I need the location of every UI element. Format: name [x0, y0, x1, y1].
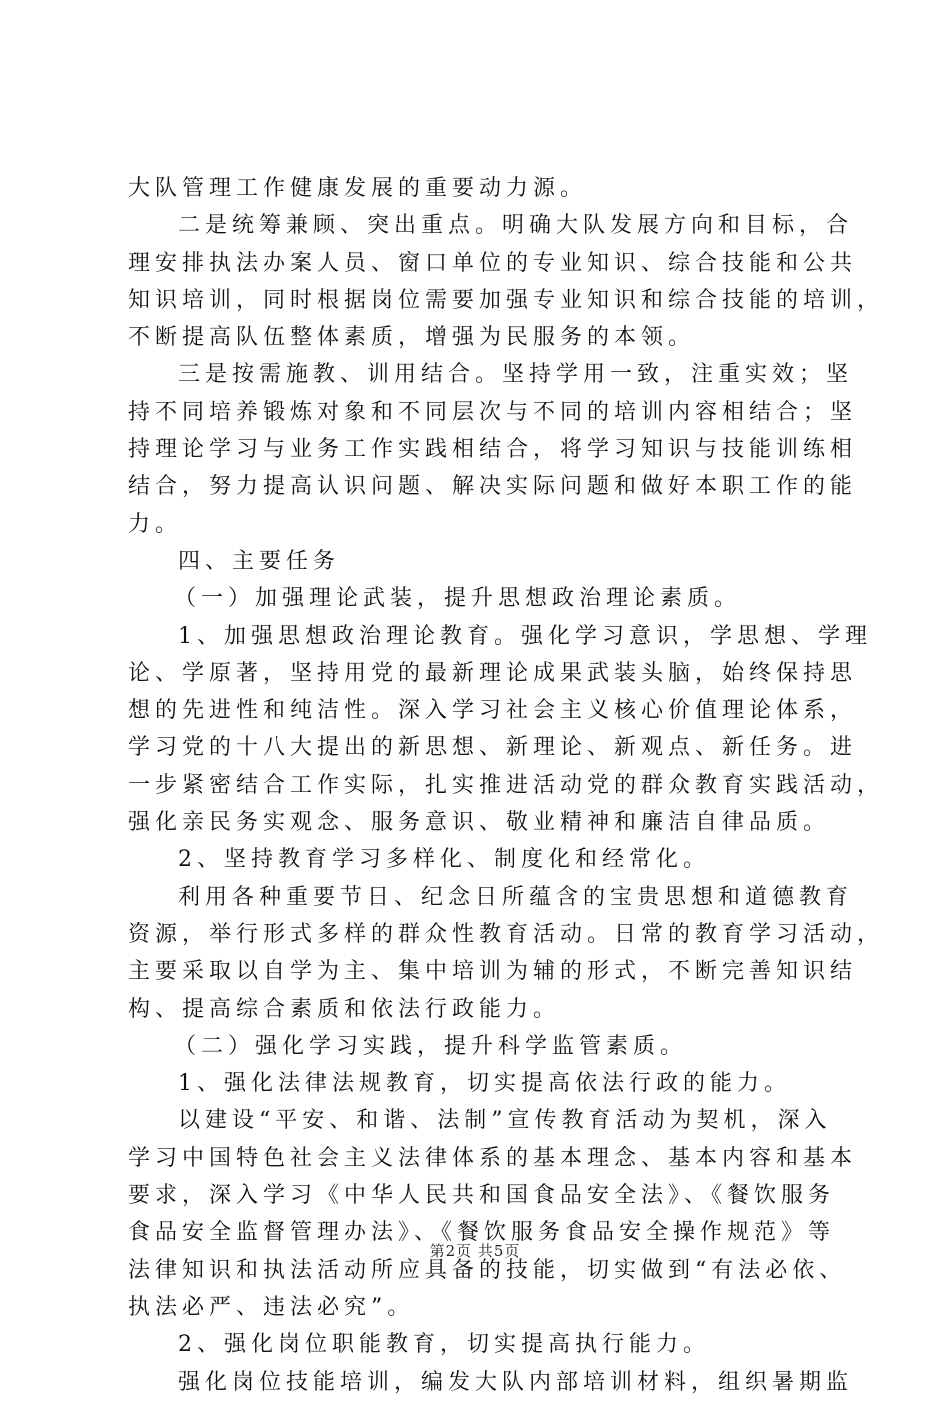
- paragraph-line: 要求，深入学习《中华人民共和国食品安全法》、《餐饮服务: [128, 1183, 836, 1209]
- subsection-heading: （二）强化学习实践，提升科学监管素质。: [174, 1033, 688, 1059]
- paragraph-line: 二是统筹兼顾、突出重点。明确大队发展方向和目标，合: [178, 213, 854, 239]
- paragraph-line: 持不同培养锻炼对象和不同层次与不同的培训内容相结合；坚: [128, 399, 858, 425]
- subsection-heading: （一）加强理论武装，提升思想政治理论素质。: [174, 586, 742, 612]
- paragraph-line: 1、强化法律法规教育，切实提高依法行政的能力。: [178, 1071, 791, 1097]
- document-body: [128, 170, 885, 1401]
- paragraph-line: 资源，举行形式多样的群众性教育活动。日常的教育学习活动，: [128, 921, 885, 947]
- paragraph-line: 不断提高队伍整体素质，增强为民服务的本领。: [128, 325, 696, 351]
- paragraph-line: 食品安全监督管理办法》、《餐饮服务食品安全操作规范》等: [128, 1220, 836, 1246]
- paragraph-line: 知识培训，同时根据岗位需要加强专业知识和综合技能的培训，: [128, 287, 885, 313]
- paragraph-line: 学习党的十八大提出的新思想、新理论、新观点、新任务。进: [128, 735, 858, 761]
- paragraph-line: 1、加强思想政治理论教育。强化学习意识，学思想、学理: [178, 623, 872, 649]
- paragraph-line: 持理论学习与业务工作实践相结合，将学习知识与技能训练相: [128, 437, 858, 463]
- paragraph-line: 大队管理工作健康发展的重要动力源。: [128, 176, 588, 201]
- paragraph-line: 以建设“平安、和谐、法制”宣传教育活动为契机，深入: [178, 1108, 832, 1134]
- paragraph-line: 强化岗位技能培训，编发大队内部培训材料，组织暑期监: [178, 1369, 854, 1395]
- paragraph-line: 执法必严、违法必究”。: [128, 1294, 415, 1320]
- paragraph-line: 2、坚持教育学习多样化、制度化和经常化。: [178, 847, 710, 873]
- section-heading: 四、主要任务: [178, 548, 341, 574]
- page-number-footer: 第2页 共5页: [429, 1242, 521, 1260]
- paragraph-line: 论、学原著，坚持用党的最新理论成果武装头脑，始终保持思: [128, 660, 858, 686]
- paragraph-line: 三是按需施教、训用结合。坚持学用一致，注重实效；坚: [178, 362, 854, 388]
- paragraph-line: 强化亲民务实观念、服务意识、敬业精神和廉洁自律品质。: [128, 810, 831, 836]
- paragraph-line: 学习中国特色社会主义法律体系的基本理念、基本内容和基本: [128, 1145, 858, 1171]
- paragraph-line: 法律知识和执法活动所应具备的技能，切实做到“有法必依、: [128, 1257, 847, 1283]
- paragraph-line: 构、提高综合素质和依法行政能力。: [128, 996, 561, 1022]
- paragraph-line: 2、强化岗位职能教育，切实提高执行能力。: [178, 1332, 710, 1358]
- paragraph-line: 理安排执法办案人员、窗口单位的专业知识、综合技能和公共: [128, 250, 858, 276]
- paragraph-line: 想的先进性和纯洁性。深入学习社会主义核心价值理论体系，: [128, 698, 858, 724]
- paragraph-line: 一步紧密结合工作实际，扎实推进活动党的群众教育实践活动，: [128, 772, 885, 798]
- paragraph-line: 结合，努力提高认识问题、解决实际问题和做好本职工作的能: [128, 474, 858, 500]
- paragraph-line: 主要采取以自学为主、集中培训为辅的形式，不断完善知识结: [128, 959, 858, 985]
- paragraph-line: 力。: [128, 511, 183, 537]
- paragraph-line: 利用各种重要节日、纪念日所蕴含的宝贵思想和道德教育: [178, 884, 854, 910]
